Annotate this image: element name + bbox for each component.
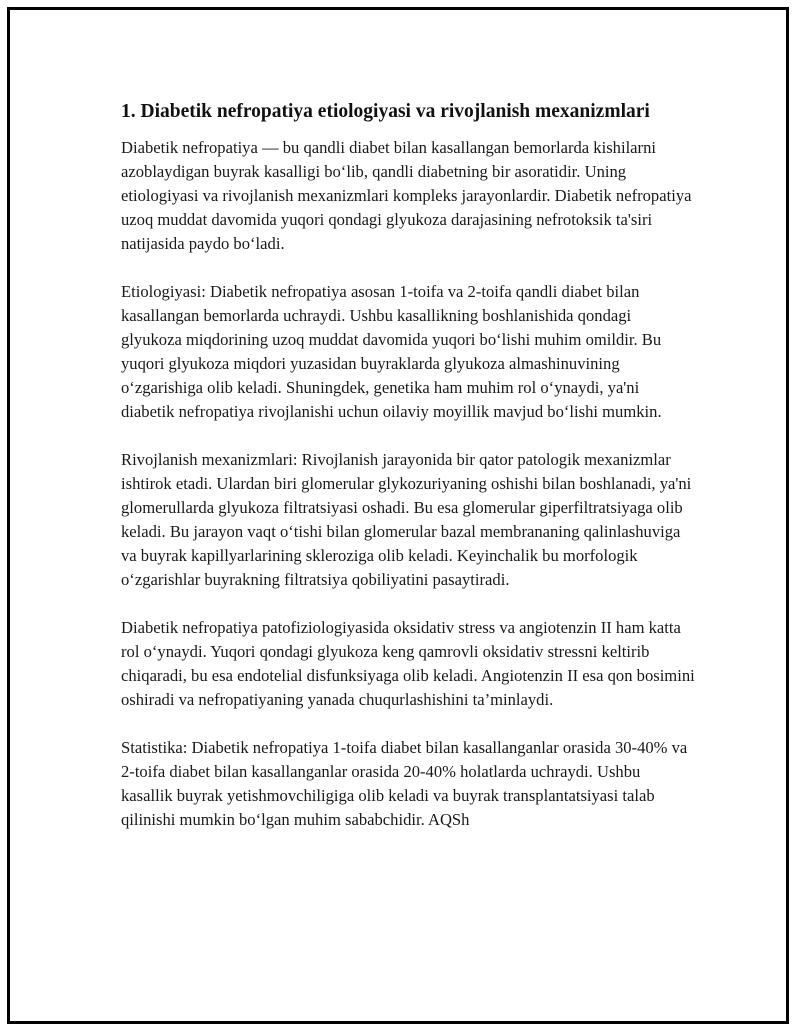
page-frame <box>7 7 789 1024</box>
section-heading: 1. Diabetik nefropatiya etiologiyasi va rivojlanish mexanizmlari <box>121 101 650 122</box>
document-body <box>121 99 696 832</box>
paragraph-etiology: Etiologiyasi: Diabetik nefropatiya asosan 1-toifa va 2-toifa qandli diabet bilan kasallangan bemorlarda uchraydi. Ushbu kasallikning boshlanishida qondagi glyukoza miqdorining uzoq muddat davomida yuqori bo‘lishi muhim omildir. Bu yuqori glyukoza miqdori yuzasidan buyraklarda glyukoza almashinuvining o‘zgarishiga olib keladi. Shuningdek, genetika ham muhim rol o‘ynaydi, ya'ni diabetik nefropatiya rivojlanishi uchun oilaviy moyillik mavjud bo‘lishi mumkin. <box>121 282 662 421</box>
paragraph-mechanisms: Rivojlanish mexanizmlari: Rivojlanish jarayonida bir qator patologik mexanizmlar ishtirok etadi. Ulardan biri glomerular glykozuriyaning oshishi bilan boshlanadi, ya'ni glomerullarda glyukoza filtratsiyasi oshadi. Bu esa glomerular giperfiltratsiyaga olib keladi. Bu jarayon vaqt o‘tishi bilan glomerular bazal membrananing qalinlashuviga va buyrak kapillyarlarining skleroziga olib keladi. Keyinchalik bu morfologik o‘zgarishlar buyrakning filtratsiya qobiliyatini pasaytiradi. <box>121 450 692 589</box>
paragraph-statistics: Statistika: Diabetik nefropatiya 1-toifa diabet bilan kasallanganlar orasida 30-40% va 2-toifa diabet bilan kasallanganlar orasida 20-40% holatlarda uchraydi. Ushbu kasallik buyrak yetishmovchiligiga olib keladi va buyrak transplantatsiyasi talab qilinishi mumkin bo‘lgan muhim sababchidir. AQSh <box>121 738 688 829</box>
paragraph-intro: Diabetik nefropatiya — bu qandli diabet bilan kasallangan bemorlarda kishilarni azoblaydigan buyrak kasalligi bo‘lib, qandli diabetning bir asoratidir. Uning etiologiyasi va rivojlanish mexanizmlari kompleks jarayonlardir. Diabetik nefropatiya uzoq muddat davomida yuqori qondagi glyukoza darajasining nefrotoksik ta'siri natijasida paydo bo‘ladi. <box>121 138 692 253</box>
paragraph-pathophysiology: Diabetik nefropatiya patofiziologiyasida oksidativ stress va angiotenzin II ham katta rol o‘ynaydi. Yuqori qondagi glyukoza keng qamrovli oksidativ stressni keltirib chiqaradi, bu esa endotelial disfunksiyaga olib keladi. Angiotenzin II esa qon bosimini oshiradi va nefropatiyaning yanada chuqurlashishini ta’minlaydi. <box>121 618 695 709</box>
